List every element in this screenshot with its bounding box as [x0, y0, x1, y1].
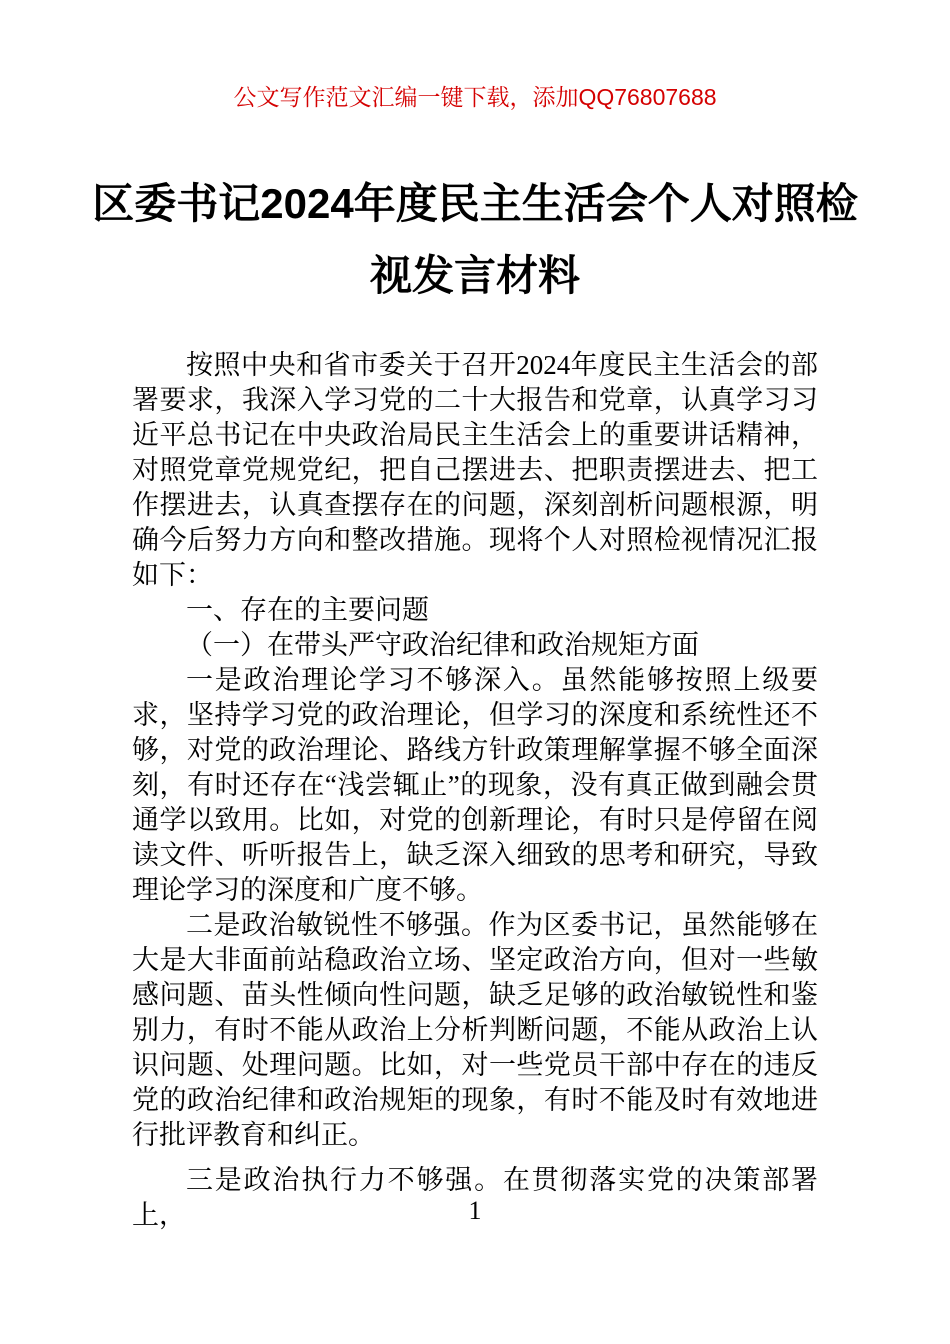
paragraph-intro: 按照中央和省市委关于召开2024年度民主生活会的部署要求，我深入学习党的二十大报告和党章，认真学习习近平总书记在中央政治局民主生活会上的重要讲话精神，对照党章党规党纪，把自己摆进去、把职责摆进去、把工作摆进去，认真查摆存在的问题，深刻剖析问题根源，明确今后努力方向和整改措施。现将个人对照检视情况汇报如下：: [132, 350, 818, 590]
document-title: 区委书记2024年度民主生活会个人对照检视发言材料: [92, 180, 858, 299]
heading-section-one: 一、存在的主要问题: [186, 595, 429, 625]
paragraph-point-two: 二是政治敏锐性不够强。作为区委书记，虽然能够在大是大非面前站稳政治立场、坚定政治方向，但对一些敏感问题、苗头性倾向性问题，缺乏足够的政治敏锐性和鉴别力，有时不能从政治上分析判断问题，不能从政治上认识问题、处理问题。比如，对一些党员干部中存在的违反党的政治纪律和政治规矩的现象，有时不能及时有效地进行批评教育和纠正。: [132, 910, 818, 1150]
paragraph-point-one: 一是政治理论学习不够深入。虽然能够按照上级要求，坚持学习党的政治理论，但学习的深度和系统性还不够，对党的政治理论、路线方针政策理解掌握不够全面深刻，有时还存在“浅尝辄止”的现象，没有真正做到融会贯通学以致用。比如，对党的创新理论，有时只是停留在阅读文件、听听报告上，缺乏深入细致的思考和研究，导致理论学习的深度和广度不够。: [132, 665, 818, 905]
heading-subsection-one: （一）在带头严守政治纪律和政治规矩方面: [186, 630, 699, 660]
document-body: [132, 348, 818, 1233]
page-number: 1: [468, 1196, 482, 1225]
paragraph-point-three: 三是政治执行力不够强。在贯彻落实党的决策部署上，: [132, 1165, 818, 1230]
header-notice: 公文写作范文汇编一键下载，添加QQ76807688: [233, 84, 717, 110]
